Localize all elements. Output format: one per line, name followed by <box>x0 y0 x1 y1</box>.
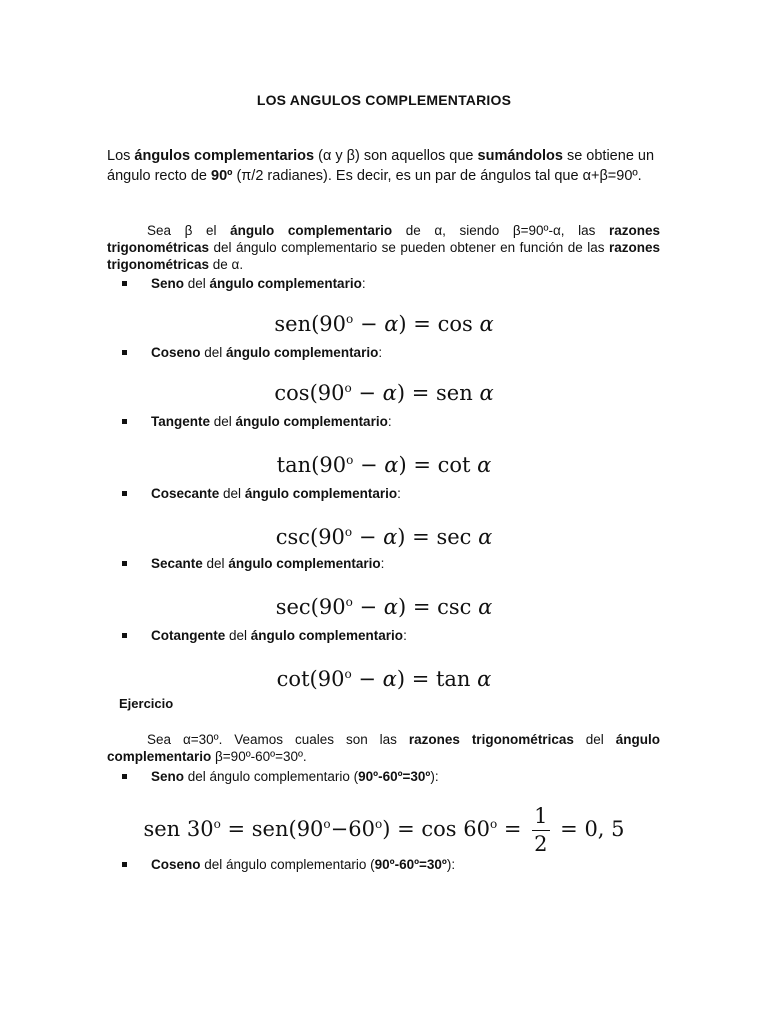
page-title: LOS ANGULOS COMPLEMENTARIOS <box>256 92 512 108</box>
bullet-icon <box>122 774 127 779</box>
bullet-icon <box>122 633 127 638</box>
bullet-icon <box>122 350 127 355</box>
exercise-formula: sen $30^o = sen(90^o-60^o) = \cos 60^o$ = $\frac{1}{2}$ = 0, 5 <box>143 804 625 856</box>
bullet-icon <box>122 862 127 867</box>
bullet-icon <box>122 561 127 566</box>
formula: $sen(90^o - \alpha) = \cos \alpha$ <box>274 312 494 336</box>
fraction: $\frac{1}{2}$ <box>534 804 548 856</box>
list-item: Tangente del ángulo complementario: <box>122 413 392 430</box>
bullet-icon <box>122 419 127 424</box>
complementary-paragraph: Sea β el ángulo complementario de α, siendo β=90º-α, las razones trigonométricas del ángulo complementario se pueden obtener en función de las razones trigonométricas de α. <box>107 223 660 272</box>
list-item: Cotangente del ángulo complementario: <box>122 627 407 644</box>
list-item: Cosecante del ángulo complementario: <box>122 485 401 502</box>
exercise-paragraph: Sea α=30º. Veamos cuales son las razones trigonométricas del ángulo complementario β=90º-60º=30º. <box>107 732 660 764</box>
intro-paragraph: Los ángulos complementarios (α y β) son aquellos que sumándolos se obtiene un ángulo recto de 90º (π/2 radianes). Es decir, es un par de ángulos tal que α+β=90º. <box>107 148 655 184</box>
list-item: Seno del ángulo complementario: <box>122 275 366 292</box>
formula: $\tan(90^o - \alpha) = \cot \alpha$ <box>276 453 492 477</box>
exercise-heading: Ejercicio <box>119 696 174 711</box>
list-item: Secante del ángulo complementario: <box>122 555 384 572</box>
list-item: Seno del ángulo complementario (90º-60º=30º): <box>122 768 439 785</box>
bullet-icon <box>122 491 127 496</box>
list-item: Coseno del ángulo complementario: <box>122 344 382 361</box>
formula: $\cos(90^o - \alpha)$ = sen α <box>274 381 494 405</box>
list-item: Coseno del ángulo complementario (90º-60º=30º): <box>122 856 455 873</box>
formula: $\sec(90^o - \alpha) = \csc \alpha$ <box>275 595 493 619</box>
bullet-icon <box>122 281 127 286</box>
formula: $\csc(90^o - \alpha) = \sec \alpha$ <box>275 525 493 549</box>
formula: $\cot(90^o - \alpha) = \tan \alpha$ <box>276 667 492 691</box>
